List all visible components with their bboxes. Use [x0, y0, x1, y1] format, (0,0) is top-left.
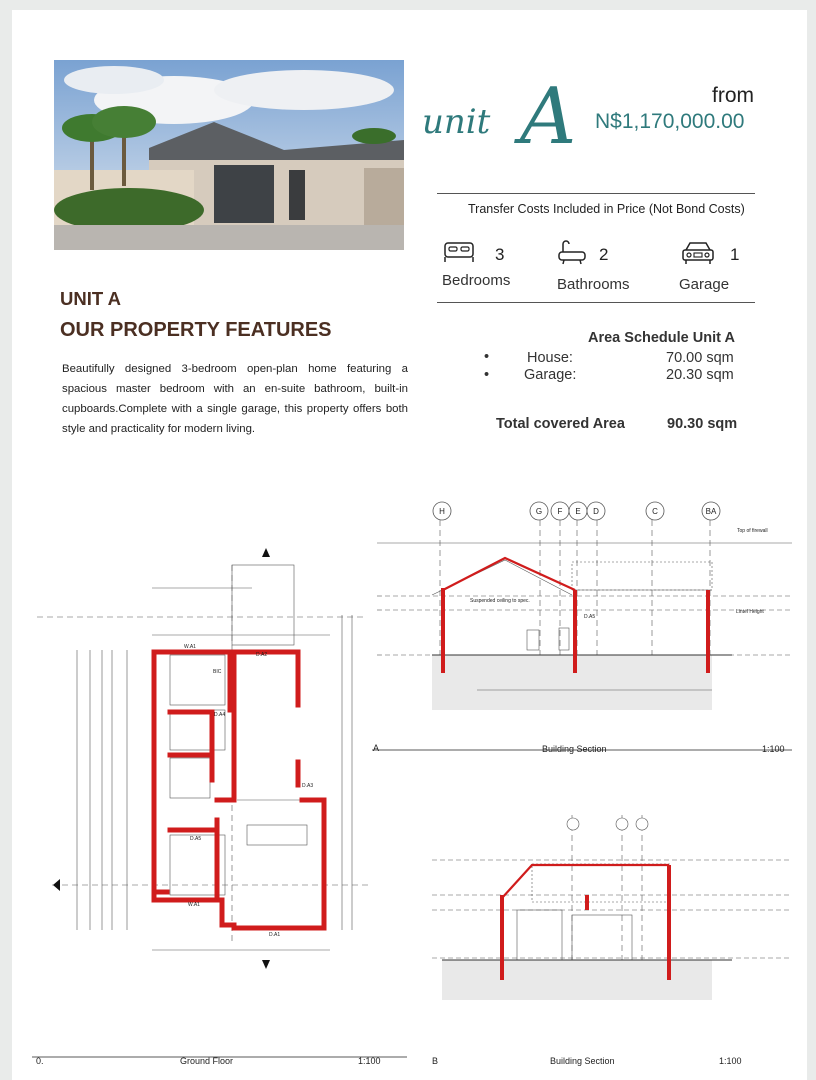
script-letter-text: A — [520, 72, 577, 162]
ground-floor-marker: 0. — [36, 1056, 44, 1066]
grid-f: F — [557, 507, 563, 516]
section-a-da5: D.A5 — [584, 614, 596, 620]
section-a-grid-bubbles — [433, 502, 720, 520]
garage-label: Garage — [679, 276, 730, 293]
car-icon — [680, 240, 716, 266]
area-house-value: 70.00 sqm — [666, 350, 734, 366]
divider-features — [437, 302, 755, 303]
section-a-scale: 1:100 — [762, 744, 785, 754]
description: Beautifully designed 3-bedroom open-plan home featuring a spacious master bedroom with an en-suite bathroom, built-in cupboards.Complete with a single garage, this property offers both style and practicality for modern living. — [62, 363, 408, 435]
bed-icon — [442, 240, 476, 264]
total-area-label: Total covered Area — [496, 416, 625, 432]
transfer-note: Transfer Costs Included in Price (Not Bond Costs) — [468, 202, 745, 216]
ground-floor-scale: 1:100 — [358, 1056, 381, 1066]
price: N$1,170,000.00 — [595, 110, 745, 133]
ground-floor-caption: Ground Floor — [180, 1056, 234, 1066]
plan-label-da2: D.A2 — [256, 652, 268, 658]
plan-label-da1: D.A1 — [269, 932, 281, 938]
area-garage-value: 20.30 sqm — [666, 367, 734, 383]
bedrooms-count: 3 — [495, 245, 505, 264]
grid-g: G — [535, 507, 543, 516]
area-bullet-2: • — [484, 367, 490, 383]
garage-count: 1 — [730, 245, 740, 264]
bedrooms-label: Bedrooms — [442, 272, 511, 289]
plan-label-da3: D.A3 — [302, 783, 314, 789]
section-a-marker: A — [373, 743, 380, 753]
section-a-notes — [470, 528, 768, 620]
plan-label-wa1-b: W.A1 — [188, 902, 200, 908]
feature-garage — [680, 240, 716, 271]
section-b-scale: 1:100 — [719, 1056, 742, 1066]
unit-heading: UNIT A — [60, 288, 121, 309]
grid-h: H — [439, 507, 445, 516]
section-a-lintel: Lintel Height — [736, 609, 764, 615]
section-a-firewall: Top of firewall — [737, 528, 768, 534]
features-heading: OUR PROPERTY FEATURES — [60, 319, 332, 341]
script-unit-text: unit — [422, 102, 491, 142]
bathrooms-label: Bathrooms — [557, 276, 630, 293]
plan-label-da4: D.A4 — [214, 712, 226, 718]
brochure-page — [12, 10, 807, 1080]
grid-e: E — [575, 507, 581, 516]
divider-top — [437, 193, 755, 194]
grid-d: D — [593, 507, 599, 516]
section-arrow-left — [53, 879, 60, 891]
plan-label-wa1: W.A1 — [184, 644, 196, 650]
section-a-caption: Building Section — [542, 744, 607, 754]
area-bullet-1: • — [484, 349, 490, 365]
bathrooms-count: 2 — [599, 245, 609, 264]
plan-label-da5: D.A5 — [190, 836, 202, 842]
section-arrow-top — [262, 548, 270, 557]
unit-script-title — [422, 72, 602, 172]
section-a-ceiling-note: Suspended ceiling to spec. — [470, 598, 530, 604]
property-photo — [54, 60, 404, 250]
area-garage-label: Garage: — [524, 367, 577, 383]
plan-label-bic: BIC — [213, 669, 222, 675]
section-arrow-bottom — [262, 960, 270, 969]
building-section-a — [372, 520, 792, 750]
feature-bedrooms — [442, 240, 476, 269]
section-b-marker: B — [432, 1056, 439, 1066]
grid-ba: BA — [705, 507, 717, 516]
feature-bathrooms — [557, 239, 587, 270]
from-label: from — [712, 84, 754, 107]
section-b-caption: Building Section — [550, 1056, 615, 1066]
total-area-value: 90.30 sqm — [667, 416, 738, 432]
bath-icon — [557, 239, 587, 265]
floor-plan-walls — [154, 652, 324, 928]
building-section-b — [432, 815, 792, 1000]
area-house-label: House: — [527, 350, 573, 366]
architectural-drawings — [12, 480, 807, 1080]
grid-c: C — [652, 507, 658, 516]
area-schedule-title: Area Schedule Unit A — [588, 330, 735, 346]
floor-plan-labels — [184, 644, 313, 938]
section-b-grid-bubbles — [567, 818, 648, 830]
